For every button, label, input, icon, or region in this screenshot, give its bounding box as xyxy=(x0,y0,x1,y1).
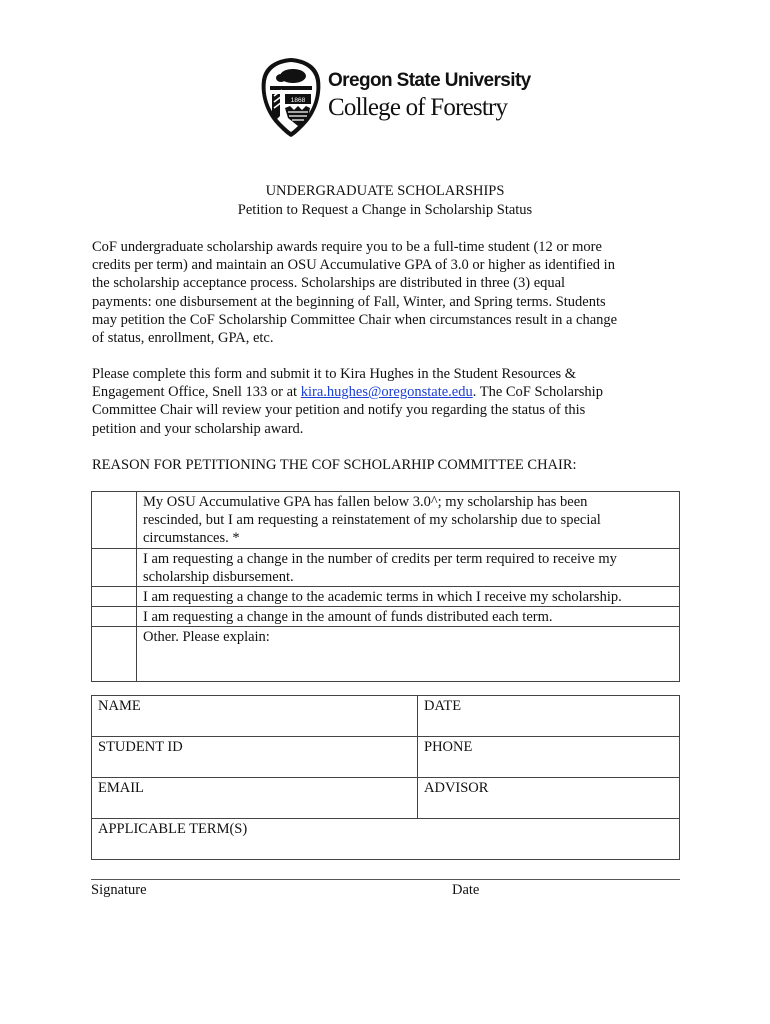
intro-line: may petition the CoF Scholarship Committee Chair when circumstances result in a change xyxy=(92,311,618,328)
reason-text xyxy=(137,587,680,607)
reason-line: scholarship disbursement. xyxy=(143,568,294,585)
reason-row xyxy=(92,607,680,627)
intro-line: of status, enrollment, GPA, etc. xyxy=(92,330,274,347)
email-link[interactable]: kira.hughes@oregonstate.edu xyxy=(300,384,473,401)
reason-line: rescinded, but I am requesting a reinstatement of my scholarship due to special xyxy=(143,512,601,529)
intro-line: credits per term) and maintain an OSU Accumulative GPA of 3.0 or higher as identified in xyxy=(92,257,615,274)
reason-row xyxy=(92,587,680,607)
reason-line: Other. Please explain: xyxy=(143,629,270,646)
submit-line: petition and your scholarship award. xyxy=(92,420,304,437)
reason-checkbox[interactable] xyxy=(92,587,137,607)
reason-checkbox[interactable] xyxy=(92,492,137,549)
intro-line: payments: one disbursement at the beginning of Fall, Winter, and Spring terms. Students xyxy=(92,293,606,310)
reason-line: circumstances. * xyxy=(143,530,240,547)
reason-text xyxy=(137,492,680,549)
applicable-term-field[interactable]: APPLICABLE TERM(S) xyxy=(92,819,680,860)
page-subtitle: Petition to Request a Change in Scholarship Status xyxy=(237,202,533,218)
date-field[interactable]: DATE xyxy=(418,696,680,737)
intro-line: the scholarship acceptance process. Scholarships are distributed in three (3) equal xyxy=(92,275,566,292)
submit-instructions xyxy=(92,365,692,438)
signature-label: Signature xyxy=(91,882,147,898)
reason-table xyxy=(91,491,680,682)
student-info-table xyxy=(91,695,680,860)
name-field[interactable]: NAME xyxy=(92,696,418,737)
submit-line: Committee Chair will review your petition and notify you regarding the status of this xyxy=(92,402,586,419)
reason-checkbox[interactable] xyxy=(92,607,137,627)
logo-college-name: College of Forestry xyxy=(328,94,508,121)
submit-line xyxy=(92,383,692,401)
reason-line: I am requesting a change in the amount of funds distributed each term. xyxy=(143,609,553,626)
reason-text xyxy=(137,548,680,586)
submit-line-before: Engagement Office, Snell 133 or at xyxy=(92,384,301,401)
submit-line-after: . The CoF Scholarship xyxy=(472,384,603,401)
signature-line[interactable] xyxy=(91,879,680,880)
logo-university-name: Oregon State University xyxy=(328,70,531,91)
osu-seal-icon xyxy=(258,56,324,138)
submit-line: Please complete this form and submit it to Kira Hughes in the Student Resources & xyxy=(92,366,577,382)
intro-paragraph xyxy=(92,238,692,347)
page-title: UNDERGRADUATE SCHOLARSHIPS xyxy=(265,183,505,199)
reason-checkbox[interactable] xyxy=(92,627,137,682)
advisor-field[interactable]: ADVISOR xyxy=(418,778,680,819)
seal-year: 1868 xyxy=(290,97,306,104)
reason-row xyxy=(92,492,680,549)
osu-logo xyxy=(258,56,531,140)
reason-text xyxy=(137,607,680,627)
reason-heading: REASON FOR PETITIONING THE COF SCHOLARHIP COMMITTEE CHAIR: xyxy=(92,457,577,473)
reason-row xyxy=(92,548,680,586)
signature-date-label: Date xyxy=(452,882,480,898)
reason-checkbox[interactable] xyxy=(92,548,137,586)
reason-row xyxy=(92,627,680,682)
reason-line: I am requesting a change in the number of credits per term required to receive my xyxy=(143,550,617,567)
student-id-field[interactable]: STUDENT ID xyxy=(92,737,418,778)
email-field[interactable]: EMAIL xyxy=(92,778,418,819)
intro-line: CoF undergraduate scholarship awards require you to be a full-time student (12 or more xyxy=(92,239,602,255)
other-explain-field[interactable] xyxy=(137,627,680,682)
reason-line: I am requesting a change to the academic terms in which I receive my scholarship. xyxy=(143,589,622,606)
reason-line: My OSU Accumulative GPA has fallen below 3.0^; my scholarship has been xyxy=(143,494,588,510)
phone-field[interactable]: PHONE xyxy=(418,737,680,778)
